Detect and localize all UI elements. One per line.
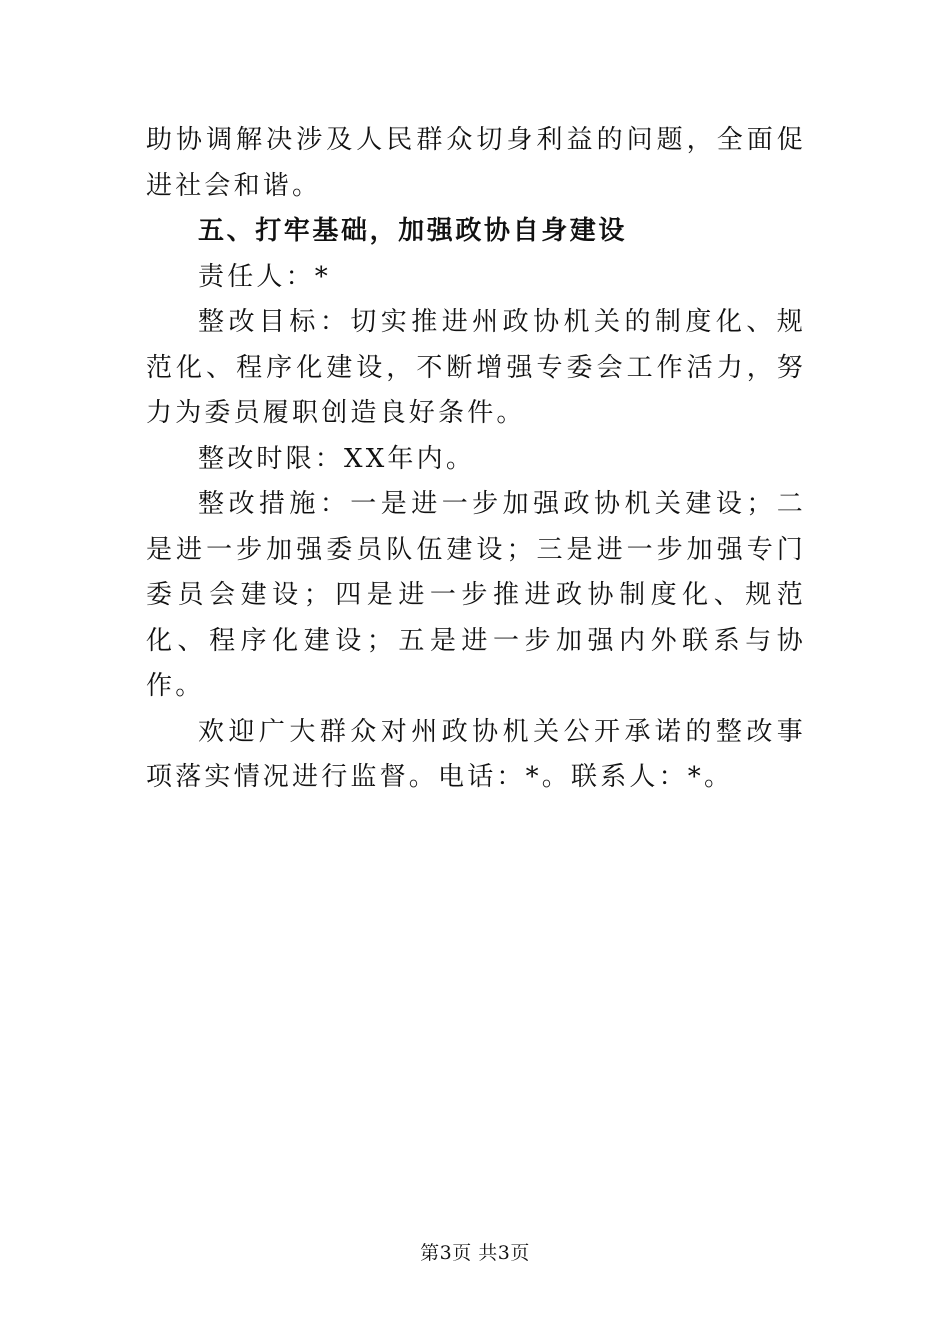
rectification-deadline: 整改时限：XX年内。 <box>198 443 476 474</box>
rectification-goal: 整改目标：切实推进州政协机关的制度化、规范化、程序化建设，不断增强专委会工作活力，努力为委员履职创造良好条件。 <box>146 307 806 428</box>
supervision-invitation: 欢迎广大群众对州政协机关公开承诺的整改事项落实情况进行监督。电话：*。联系人：*。 <box>146 716 806 792</box>
paragraph-continuation: 助协调解决涉及人民群众切身利益的问题，全面促进社会和谐。 <box>146 125 806 201</box>
page-footer <box>0 1238 950 1265</box>
page-number: 第3页 共3页 <box>420 1242 530 1264</box>
section-heading: 五、打牢基础，加强政协自身建设 <box>198 216 628 246</box>
responsible-person: 责任人：* <box>198 261 332 292</box>
document-body <box>146 118 806 801</box>
rectification-measures: 整改措施：一是进一步加强政协机关建设；二是进一步加强委员队伍建设；三是进一步加强专门委员会建设；四是进一步推进政协制度化、规范化、程序化建设；五是进一步加强内外联系与协作。 <box>146 489 806 701</box>
